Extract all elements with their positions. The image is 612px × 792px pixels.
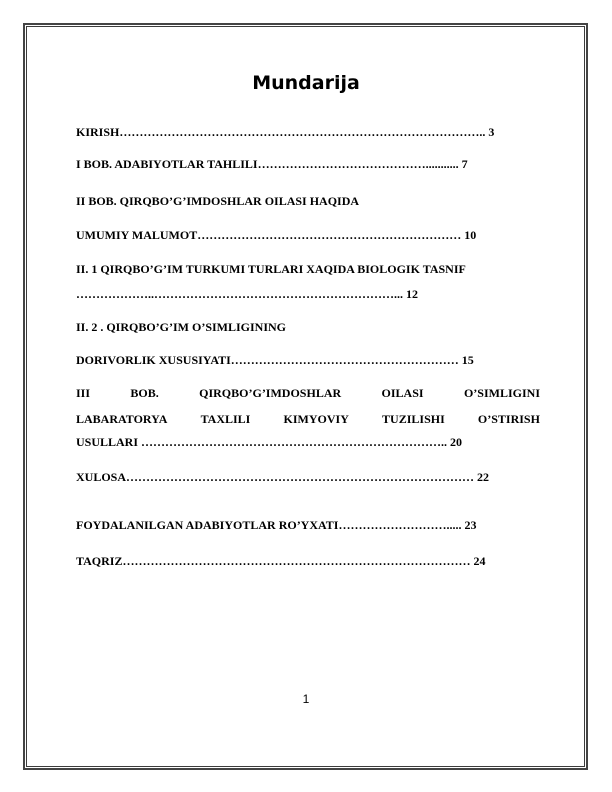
toc-word: O’SIMLIGINI (463, 386, 540, 400)
toc-entry-xulosa: XULOSA…………………………………………………………………………… 22 (76, 470, 490, 484)
toc-entry-section-2-2-title: II. 2 . QIRQBO’G’IM O’SIMLIGINING (76, 320, 287, 334)
toc-entry-section-2-1-cont: ………………..……………………………………………………... 12 (76, 287, 418, 301)
toc-word: III (76, 386, 91, 400)
toc-entry-chapter-3-line-1 (76, 386, 540, 401)
toc-entry-chapter-2-title: II BOB. QIRQBO’G’IMDOSHLAR OILASI HAQIDA (76, 194, 360, 208)
toc-word: QIRQBO’G’IMDOSHLAR (199, 386, 342, 400)
toc-entry-chapter-3-line-3: USULLARI ………………………………………………………………….. 20 (76, 435, 463, 449)
toc-word: TAXLILI (200, 412, 251, 426)
toc-word: O’STIRISH (477, 412, 540, 426)
toc-word: OILASI (381, 386, 424, 400)
toc-word: KIMYOVIY (283, 412, 349, 426)
toc-word: BOB. (130, 386, 159, 400)
toc-entry-taqriz: TAQRIZ…………………………………………………………………………… 24 (76, 554, 486, 568)
toc-entry-section-2-2-cont: DORIVORLIK XUSUSIYATI………………………………………………… 15 (76, 353, 474, 367)
toc-word: TUZILISHI (382, 412, 445, 426)
toc-entry-chapter-3-line-2 (76, 412, 540, 427)
toc-word: LABARATORYA (76, 412, 168, 426)
toc-entry-chapter-1: I BOB. ADABIYOTLAR TAHLILI……………………………………........... 7 (76, 157, 468, 171)
toc-entry-kirish: KIRISH……………………………………………………………………………….. 3 (76, 125, 495, 139)
page-number: 1 (302, 692, 310, 706)
toc-entry-section-2-1-title: II. 1 QIRQBO’G’IM TURKUMI TURLARI XAQIDA BIOLOGIK TASNIF (76, 262, 466, 276)
toc-entry-chapter-2-cont: UMUMIY MALUMOT………………………………………………………… 10 (76, 228, 477, 242)
toc-entry-references: FOYDALANILGAN ADABIYOTLAR RO’YXATI………………………..... 23 (76, 518, 477, 532)
document-title: Mundarija (252, 72, 360, 94)
